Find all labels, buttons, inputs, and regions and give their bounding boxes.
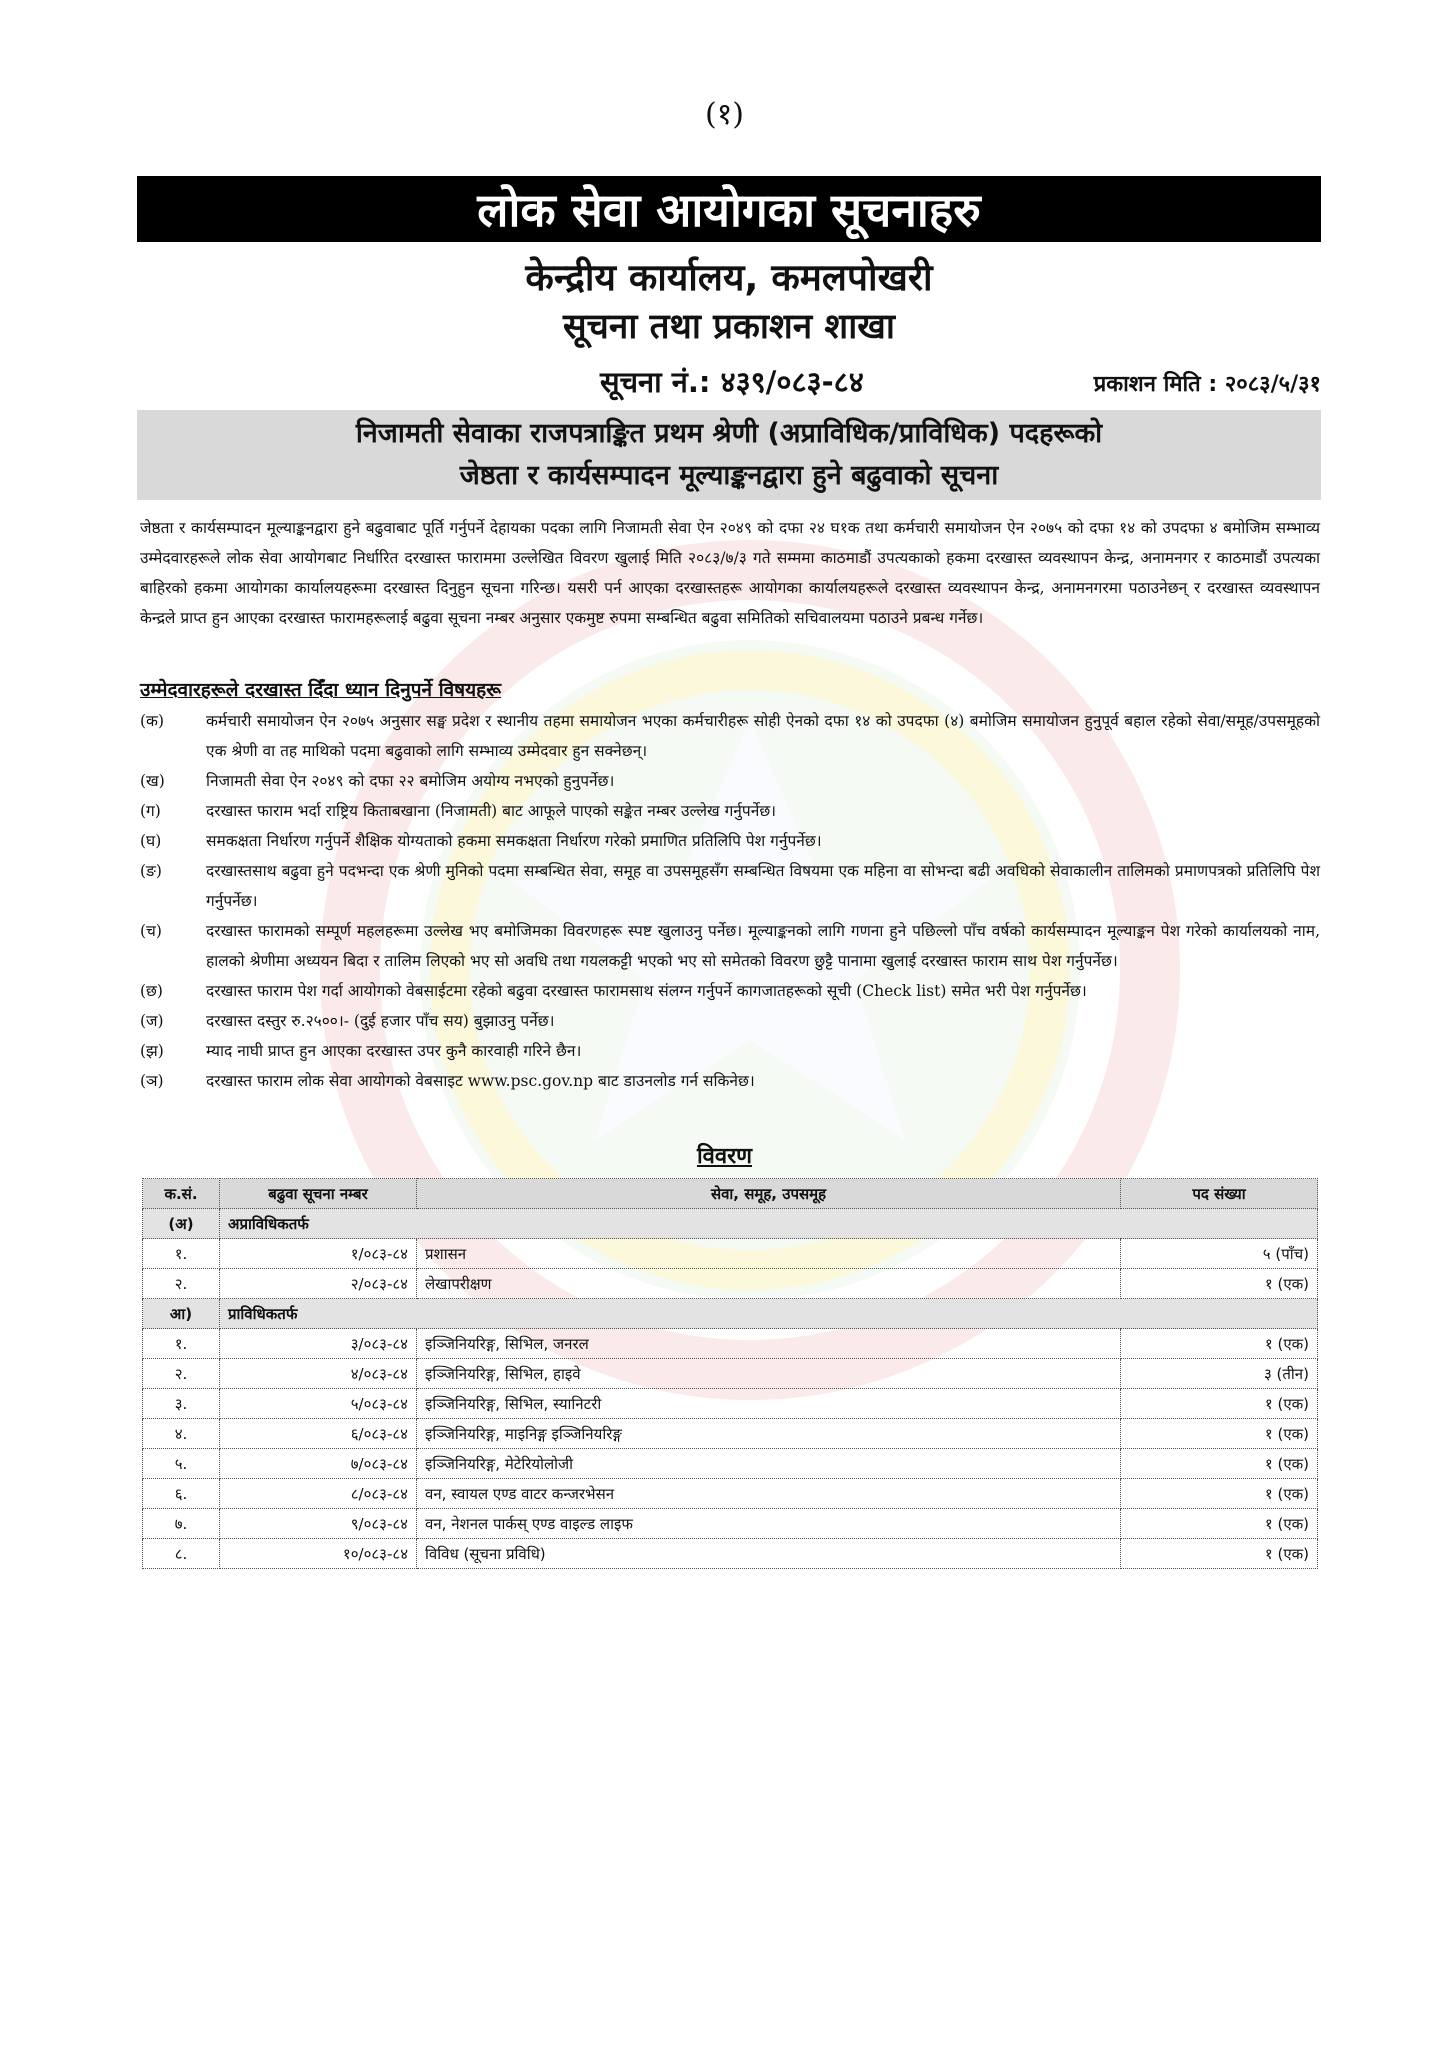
row-serial: ७.: [143, 1509, 220, 1539]
subject-line-1: निजामती सेवाका राजपत्राङ्कित प्रथम श्रेणी (अप्राविधिक/प्राविधिक) पदहरूको: [355, 418, 1103, 449]
row-serial: २.: [143, 1269, 220, 1299]
row-notice-number: १/०८३-८४: [220, 1239, 417, 1269]
table-group-row: [143, 1299, 1318, 1329]
point-text: कर्मचारी समायोजन ऐन २०७५ अनुसार सङ्घ प्रदेश र स्थानीय तहमा समायोजन भएका कर्मचारीहरू सोही ऐनको दफा १४ को उपदफा (४) बमोजिम समायोजन हुनुपूर्व बहाल रहेको सेवा/समूह/उपसमूहको एक श्रेणी वा तह माथिको पदमा बढुवाको लागि सम्भाव्य उम्मेदवार हुन सक्नेछन्।: [206, 712, 1320, 760]
point-text: दरखास्त दस्तुर रु.२५००।- (दुई हजार पाँच सय) बुझाउनु पर्नेछ।: [206, 1012, 555, 1030]
table-row: [143, 1419, 1318, 1449]
table-heading: विवरण: [696, 1143, 753, 1169]
point-text: दरखास्त फाराम लोक सेवा आयोगको वेबसाइट www.psc.gov.np बाट डाउनलोड गर्न सकिनेछ।: [206, 1072, 755, 1090]
row-serial: ३.: [143, 1389, 220, 1419]
point-item: [140, 916, 1320, 976]
section-name: सूचना तथा प्रकाशन शाखा: [563, 307, 895, 347]
group-label: प्राविधिकतर्फ: [220, 1299, 1318, 1329]
table-group-row: [143, 1209, 1318, 1239]
col-header-posts: पद संख्या: [1121, 1179, 1318, 1209]
row-serial: ५.: [143, 1449, 220, 1479]
page-number: (१): [704, 97, 744, 132]
page-title: लोक सेवा आयोगका सूचनाहरु: [477, 183, 981, 237]
row-posts: १ (एक): [1121, 1449, 1318, 1479]
title-banner: [137, 176, 1321, 242]
point-marker: (ख): [140, 772, 165, 790]
point-item: [140, 1036, 1320, 1066]
point-item: [140, 826, 1320, 856]
subject-box: [137, 410, 1321, 500]
point-marker: (छ): [140, 982, 163, 1000]
table-row: [143, 1389, 1318, 1419]
row-notice-number: ५/०८३-८४: [220, 1389, 417, 1419]
point-text: समकक्षता निर्धारण गर्नुपर्ने शैक्षिक योग्यताको हकमा समकक्षता निर्धारण गरेको प्रमाणित प्रतिलिपि पेश गर्नुपर्नेछ।: [206, 832, 822, 850]
row-posts: ३ (तीन): [1121, 1359, 1318, 1389]
point-text: दरखास्त फाराम पेश गर्दा आयोगको वेबसाईटमा रहेको बढुवा दरखास्त फारामसाथ संलग्न गर्नुपर्ने कागजातहरूको सूची (Check list) समेत भरी पेश गर्नुपर्नेछ।: [206, 982, 1087, 1000]
detail-table: [142, 1178, 1318, 1569]
row-notice-number: ४/०८३-८४: [220, 1359, 417, 1389]
row-serial: २.: [143, 1359, 220, 1389]
row-serial: १.: [143, 1239, 220, 1269]
row-serial: १.: [143, 1329, 220, 1359]
point-text: निजामती सेवा ऐन २०४९ को दफा २२ बमोजिम अयोग्य नभएको हुनुपर्नेछ।: [206, 772, 615, 790]
table-row: [143, 1239, 1318, 1269]
point-text: दरखास्त फाराम भर्दा राष्ट्रिय किताबखाना (निजामती) बाट आफूले पाएको सङ्केत नम्बर उल्लेख गर्नुपर्नेछ।: [206, 802, 777, 820]
table-row: [143, 1479, 1318, 1509]
point-item: [140, 856, 1320, 916]
office-name: केन्द्रीय कार्यालय, कमलपोखरी: [525, 256, 933, 299]
point-text: दरखास्त फारामको सम्पूर्ण महलहरूमा उल्लेख भए बमोजिमका विवरणहरू स्पष्ट खुलाउनु पर्नेछ। मूल्याङ्कनको लागि गणना हुने पछिल्लो पाँच वर्षको कार्यसम्पादन मूल्याङ्कन पेश गरेको कार्यालयको नाम, हालको श्रेणीमा अध्ययन बिदा र तालिम लिएको भए सो अवधि तथा गयलकट्टी भएको भए सो समेतको विवरण छुट्टै पानामा खुलाई दरखास्त फाराम साथ पेश गर्नुपर्नेछ।: [206, 922, 1320, 970]
row-serial: ६.: [143, 1479, 220, 1509]
point-item: [140, 1006, 1320, 1036]
point-marker: (ग): [140, 802, 161, 820]
point-marker: (घ): [140, 832, 162, 850]
table-row: [143, 1449, 1318, 1479]
point-item: [140, 706, 1320, 766]
points-heading: उम्मेदवारहरूले दरखास्त दिँदा ध्यान दिनुपर्ने विषयहरू: [140, 679, 502, 701]
row-notice-number: २/०८३-८४: [220, 1269, 417, 1299]
table-row: [143, 1329, 1318, 1359]
point-marker: (ञ): [140, 1072, 164, 1090]
row-service: इञ्जिनियरिङ्ग, मेटेरियोलोजी: [417, 1449, 1121, 1479]
table-header-row: [143, 1179, 1318, 1209]
table-row: [143, 1539, 1318, 1569]
row-notice-number: ३/०८३-८४: [220, 1329, 417, 1359]
row-posts: ५ (पाँच): [1121, 1239, 1318, 1269]
table-row: [143, 1359, 1318, 1389]
row-notice-number: ९/०८३-८४: [220, 1509, 417, 1539]
row-posts: १ (एक): [1121, 1329, 1318, 1359]
notice-number: सूचना नं.: ४३९/०८३-८४: [600, 365, 864, 399]
row-notice-number: ६/०८३-८४: [220, 1419, 417, 1449]
point-item: [140, 1066, 1320, 1096]
point-marker: (क): [140, 712, 164, 730]
point-marker: (ङ): [140, 862, 162, 880]
subject-line-2: जेष्ठता र कार्यसम्पादन मूल्याङ्कनद्वारा हुने बढुवाको सूचना: [459, 460, 999, 491]
row-service: इञ्जिनियरिङ्ग, माइनिङ्ग इञ्जिनियरिङ्ग: [417, 1419, 1121, 1449]
row-service: वन, नेशनल पार्कस् एण्ड वाइल्ड लाइफ: [417, 1509, 1121, 1539]
row-service: विविध (सूचना प्रविधि): [417, 1539, 1121, 1569]
row-posts: १ (एक): [1121, 1419, 1318, 1449]
row-posts: १ (एक): [1121, 1509, 1318, 1539]
points-list: [140, 706, 1320, 1096]
row-service: इञ्जिनियरिङ्ग, सिभिल, जनरल: [417, 1329, 1121, 1359]
table-row: [143, 1509, 1318, 1539]
point-text: दरखास्तसाथ बढुवा हुने पदभन्दा एक श्रेणी मुनिको पदमा सम्बन्धित सेवा, समूह वा उपसमूहसँग सम्बन्धित विषयमा एक महिना वा सोभन्दा बढी अवधिको सेवाकालीन तालिमको प्रमाणपत्रको प्रतिलिपि पेश गर्नुपर्नेछ।: [206, 862, 1320, 910]
row-service: वन, स्वायल एण्ड वाटर कन्जरभेसन: [417, 1479, 1121, 1509]
row-posts: १ (एक): [1121, 1479, 1318, 1509]
row-notice-number: ७/०८३-८४: [220, 1449, 417, 1479]
row-notice-number: १०/०८३-८४: [220, 1539, 417, 1569]
row-service: लेखापरीक्षण: [417, 1269, 1121, 1299]
row-serial: ४.: [143, 1419, 220, 1449]
row-posts: १ (एक): [1121, 1389, 1318, 1419]
row-posts: १ (एक): [1121, 1269, 1318, 1299]
row-service: प्रशासन: [417, 1239, 1121, 1269]
col-header-notice-number: बढुवा सूचना नम्बर: [220, 1179, 417, 1209]
intro-paragraph: जेष्ठता र कार्यसम्पादन मूल्याङ्कनद्वारा हुने बढुवाबाट पूर्ति गर्नुपर्ने देहायका पदका लागि निजामती सेवा ऐन २०४९ को दफा २४ घ१क तथा कर्मचारी समायोजन ऐन २०७५ को दफा १४ को उपदफा ४ बमोजिम सम्भाव्य उम्मेदवारहरूले लोक सेवा आयोगबाट निर्धारित दरखास्त फाराममा उल्लेखित विवरण खुलाई मिति २०८३/७/३ गते सम्ममा काठमाडौं उपत्यकाको हकमा दरखास्त व्यवस्थापन केन्द्र, अनामनगर र काठमाडौं उपत्यका बाहिरको हकमा आयोगका कार्यालयहरूमा दरखास्त दिनुहुन सूचना गरिन्छ। यसरी पर्न आएका दरखास्तहरू आयोगका कार्यालयहरूले दरखास्त व्यवस्थापन केन्द्र, अनामनगरमा पठाउनेछन् र दरखास्त व्यवस्थापन केन्द्रले प्राप्त हुन आएका दरखास्त फारामहरूलाई बढुवा सूचना नम्बर अनुसार एकमुष्ट रुपमा सम्बन्धित बढुवा समितिको सचिवालयमा पठाउने प्रबन्ध गर्नेछ।: [140, 519, 1320, 627]
row-serial: ८.: [143, 1539, 220, 1569]
row-notice-number: ८/०८३-८४: [220, 1479, 417, 1509]
publish-date: प्रकाशन मिति : २०८३/५/३१: [1093, 372, 1321, 397]
point-marker: (ज): [140, 1012, 164, 1030]
col-header-serial: क.सं.: [143, 1179, 220, 1209]
col-header-service: सेवा, समूह, उपसमूह: [417, 1179, 1121, 1209]
table-row: [143, 1269, 1318, 1299]
group-mark: (अ): [143, 1209, 220, 1239]
row-posts: १ (एक): [1121, 1539, 1318, 1569]
point-item: [140, 766, 1320, 796]
point-text: म्याद नाघी प्राप्त हुन आएका दरखास्त उपर कुनै कारवाही गरिने छैन।: [206, 1042, 582, 1060]
point-item: [140, 796, 1320, 826]
group-mark: आ): [143, 1299, 220, 1329]
row-service: इञ्जिनियरिङ्ग, सिभिल, स्यानिटरी: [417, 1389, 1121, 1419]
point-marker: (च): [140, 922, 162, 940]
row-service: इञ्जिनियरिङ्ग, सिभिल, हाइवे: [417, 1359, 1121, 1389]
point-item: [140, 976, 1320, 1006]
point-marker: (झ): [140, 1042, 164, 1060]
group-label: अप्राविधिकतर्फ: [220, 1209, 1318, 1239]
